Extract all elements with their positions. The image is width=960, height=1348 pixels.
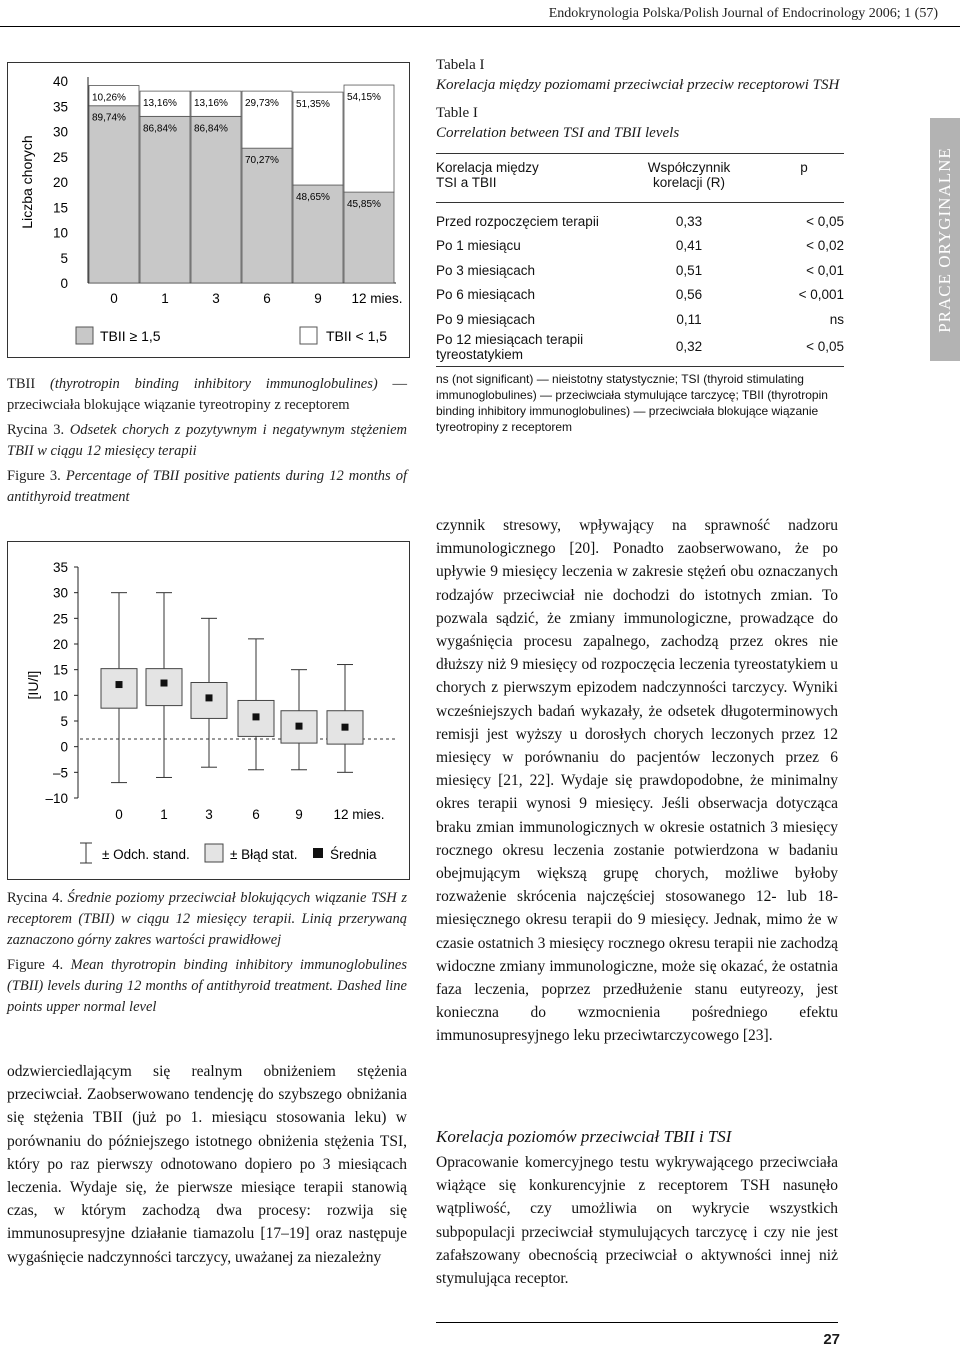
correlation-table (436, 160, 844, 362)
table-cell: Po 6 miesiącach (436, 287, 536, 303)
table-bottom-rule (436, 366, 844, 367)
table-footnote: ns (not significant) — nieistotny statystycznie; TSI (thyroid stimulating immunoglobulines) — przeciwciała stymulujące tarczycę; TBII (thyrotropin binding inhibitory immunoglobulines) — przeciwciała blokujące wiązanie tyreotropiny z receptorem (436, 371, 828, 434)
table-cell: 0,51 (675, 262, 703, 278)
y-tick-label: 15 (52, 200, 68, 216)
table-cell: 0,32 (675, 339, 703, 354)
mean-marker (296, 723, 303, 730)
legend-swatch-se (205, 844, 223, 862)
mean-marker (161, 680, 168, 687)
figure-4 (7, 541, 410, 880)
legend-label-mean: Średnia (330, 847, 377, 862)
data-label-tbii-ge: 45,85% (347, 199, 381, 211)
table-row (436, 307, 844, 332)
figure-4-caption (7, 888, 407, 1018)
y-tick-label: 15 (52, 662, 68, 678)
y-tick-label: 0 (60, 276, 68, 291)
bar-tbii-ge (242, 148, 292, 283)
y-tick-label: 5 (60, 714, 68, 729)
table-1-title-en: Correlation between TSI and TBII levels (436, 125, 680, 141)
table-cell: Po 1 miesiącu (436, 238, 521, 254)
table-cell: Przed rozpoczęciem terapii (436, 213, 599, 229)
figure-3-caption (7, 374, 407, 508)
y-tick-label: 25 (52, 149, 68, 165)
y-tick-label: 30 (52, 124, 68, 140)
table-row (436, 332, 844, 362)
y-tick-label: 0 (60, 739, 68, 755)
data-label-tbii-ge: 70,27% (245, 155, 279, 167)
table-cell: < 0,05 (806, 213, 844, 229)
caption-pl: Rycina 3. Odsetek chorych z pozytywnym i negatywnym stężeniem TBII w ciągu 12 miesięcy terapii (7, 422, 408, 459)
x-tick-label: 12 mies. (333, 807, 385, 822)
x-tick-label: 6 (252, 807, 260, 822)
y-tick-label: 10 (52, 225, 68, 241)
abbreviation-note: TBII (thyrotropin binding inhibitory immunoglobulines) — przeciwciała blokujące wiązanie tyreotropiny z receptorem (7, 376, 408, 413)
y-tick-label: 20 (52, 175, 68, 190)
table-cell: < 0,02 (806, 238, 844, 254)
right-body-text-2: Opracowanie komercyjnego testu wykrywającego przeciwciała wiążące się konkurencyjnie z receptorem TSH nasunęło wątpliwość, czy umożliwia on wykrycie wszystkich subpopulacji przeciwciał stymulujących tarczycę i czy nie jest zafałszowany obecnością przeciwciał o aktywności innej niż stymulująca receptor. (436, 1154, 838, 1288)
y-tick-label: 20 (52, 637, 68, 652)
data-label-tbii-lt: 10,26% (92, 92, 126, 104)
table-cell: ns (829, 311, 844, 327)
x-tick-label: 0 (115, 807, 123, 822)
y-tick-label: –10 (45, 791, 68, 806)
legend-swatch-tbii-ge (76, 327, 93, 344)
x-tick-label: 3 (212, 291, 220, 306)
x-tick-label: 6 (263, 291, 271, 306)
data-label-tbii-ge: 86,84% (143, 123, 177, 135)
header-rule (0, 26, 960, 27)
table-1-label-en: Table I (436, 105, 478, 121)
se-box (101, 669, 137, 709)
y-tick-label: 35 (52, 560, 68, 575)
y-tick-label: 5 (60, 250, 68, 266)
caption-en: Figure 4. Mean thyrotropin binding inhibitory immunoglobulines (TBII) levels during 12 months of antithyroid treatment. Dashed line points upper normal level (7, 957, 407, 1015)
mean-marker (206, 694, 213, 701)
data-label-tbii-ge: 48,65% (296, 192, 330, 204)
table-cell: 0,33 (675, 213, 703, 229)
x-tick-label: 9 (295, 807, 303, 822)
y-tick-label: 40 (52, 74, 68, 89)
data-label-tbii-lt: 13,16% (194, 98, 228, 110)
bar-tbii-ge (140, 116, 190, 283)
table-cell: < 0,01 (806, 262, 844, 278)
se-box (146, 669, 182, 706)
y-axis-label: Liczba chorych (19, 135, 35, 229)
legend-label-tbii-lt: TBII < 1,5 (326, 328, 388, 344)
table-row (436, 258, 844, 283)
section-side-tab: PRACE ORYGINALNE (930, 118, 960, 361)
mean-marker (342, 724, 349, 731)
legend-label-se: ± Błąd stat. (230, 847, 298, 862)
x-tick-label: 1 (161, 291, 169, 306)
legend-label-sd: ± Odch. stand. (102, 847, 190, 862)
mean-marker (116, 681, 123, 688)
legend-label-tbii-ge: TBII ≥ 1,5 (100, 328, 161, 344)
column-header: p (800, 160, 808, 175)
table-cell: Po 9 miesiącach (436, 311, 536, 327)
figure-4-chart (8, 542, 409, 879)
figure-3-chart (8, 63, 409, 357)
page-number: 27 (823, 1331, 840, 1348)
y-tick-label: 30 (52, 585, 68, 601)
bar-tbii-ge (191, 116, 241, 283)
y-axis-label: [IU/l] (25, 670, 41, 700)
bar-tbii-ge (89, 106, 139, 283)
right-body-text: czynnik stresowy, wpływający na sprawność nadzoru immunologicznego [20]. Ponadto zaobserwowano, że po upływie 9 miesięcy leczenia w zakresie stężeń obu oznaczanych rodzajów przeciwciał nie dochodzi do istotnych zmian. To pozwala sądzić, że zmiany immunologiczne, prowadzące do wygaśnięcia procesu zapalnego, zachodzą przez okres nie dłuższy niż 9 miesięcy od rozpoczęcia leczenia tyreostatykiem u chorych z pierwszym epizodem nadczynności tarczycy. Wyniki wcześniejszych badań wykazały, że odsetek długoterminowych remisji jest wyższy u dorosłych chorych leczonych przez 12 miesięcy w porównaniu do pacjentów leczonych przez 6 miesięcy [21, 22]. Wydaje się prawdopodobne, że minimalny okres terapii wynosi 9 miesięcy. Jeśli obserwacja dotycząca braku zmian immunologicznych w okresie ostatnich 3 miesięcy rocznego okresu leczenia zostanie potwierdzona w badaniu obejmującym większą grupę chorych, możliwe byłoby rozważenie skrócenia najczęściej stosowanego 12- lub 18-miesięcznego okresu terapii do 9 miesięcy. Jednak, mimo że w czasie ostatnich 3 miesięcy rocznego okresu terapii nie zachodzą widoczne zmiany immunologiczne, może się okazać, że ostatnia faza leczenia, poprzez przedłużenie stanu eutyreozy, jest konieczna do wzmocnienia pośredniego efektu immunosupresyjnego leku przeciwtarczycowego [23]. (436, 517, 838, 1045)
left-body-text: odzwierciedlającym się realnym obniżeniem stężenia przeciwciał. Zaobserwowano tendencję do szybszego obniżania się stężenia TBII (już po 1. miesiącu stosowania leku) w porównaniu do późniejszego istotnego obniżenia stężenia TSI, który po raz pierwszy odnotowano dopiero po 3 miesiącach leczenia. Wydaje się, że pierwsze miesiące terapii stanowią czas, w którym zachodzą dwa procesy: rozwija się immunosupresyjne działanie tiamazolu [17–19] oraz następuje wygaśnięcie nadczynności tarczycy, uważanej za niezależny (7, 1063, 407, 1266)
caption-en: Figure 3. Percentage of TBII positive patients during 12 months of antithyroid treatment (7, 468, 408, 505)
table-1-label: Tabela I (436, 57, 485, 73)
y-tick-label: 10 (52, 688, 68, 704)
data-label-tbii-lt: 13,16% (143, 98, 177, 110)
legend-swatch-tbii-lt (300, 327, 317, 344)
footer-rule (436, 1322, 838, 1323)
section-heading: Korelacja poziomów przeciwciał TBII i TSI (436, 1127, 732, 1146)
data-label-tbii-ge: 89,74% (92, 112, 126, 124)
table-cell: 0,41 (675, 238, 703, 254)
caption-pl: Rycina 4. Średnie poziomy przeciwciał blokujących wiązanie TSH z receptorem (TBII) w ciągu 12 miesięcy terapii. Linią przerywaną zaznaczono górny zakres wartości prawidłowej (7, 890, 407, 948)
y-tick-label: 35 (52, 99, 68, 115)
table-1-title-pl: Korelacja między poziomami przeciwciał przeciw receptorowi TSH (436, 77, 840, 93)
table-cell: Po 12 miesiącach terapii tyreostatykiem (436, 331, 584, 362)
x-tick-label: 1 (160, 807, 168, 822)
mean-marker (253, 713, 260, 720)
table-cell: < 0,05 (806, 339, 844, 354)
table-row (436, 283, 844, 308)
data-label-tbii-lt: 29,73% (245, 98, 279, 110)
figure-3 (7, 62, 410, 358)
x-tick-label: 9 (314, 291, 322, 306)
column-header: Korelacja między TSI a TBII (436, 160, 539, 190)
table-1 (436, 55, 844, 435)
table-cell: < 0,001 (798, 287, 844, 303)
running-header: Endokrynologia Polska/Polish Journal of Endocrinology 2006; 1 (57) (548, 6, 938, 21)
data-label-tbii-ge: 86,84% (194, 123, 228, 135)
table-row (436, 234, 844, 259)
data-label-tbii-lt: 54,15% (347, 92, 381, 104)
legend-swatch-mean (313, 848, 323, 858)
table-cell: 0,11 (676, 311, 702, 327)
x-tick-label: 0 (110, 291, 118, 306)
table-cell: Po 3 miesiącach (436, 262, 536, 278)
table-header-row (436, 160, 844, 190)
x-tick-label: 12 mies. (351, 291, 403, 306)
table-row (436, 209, 844, 234)
y-tick-label: –5 (52, 765, 68, 781)
column-header: Współczynnik korelacji (R) (647, 160, 731, 190)
table-top-rule (436, 153, 844, 154)
x-tick-label: 3 (205, 807, 213, 822)
table-cell: 0,56 (675, 287, 703, 303)
data-label-tbii-lt: 51,35% (296, 99, 330, 111)
y-tick-label: 25 (52, 611, 68, 627)
